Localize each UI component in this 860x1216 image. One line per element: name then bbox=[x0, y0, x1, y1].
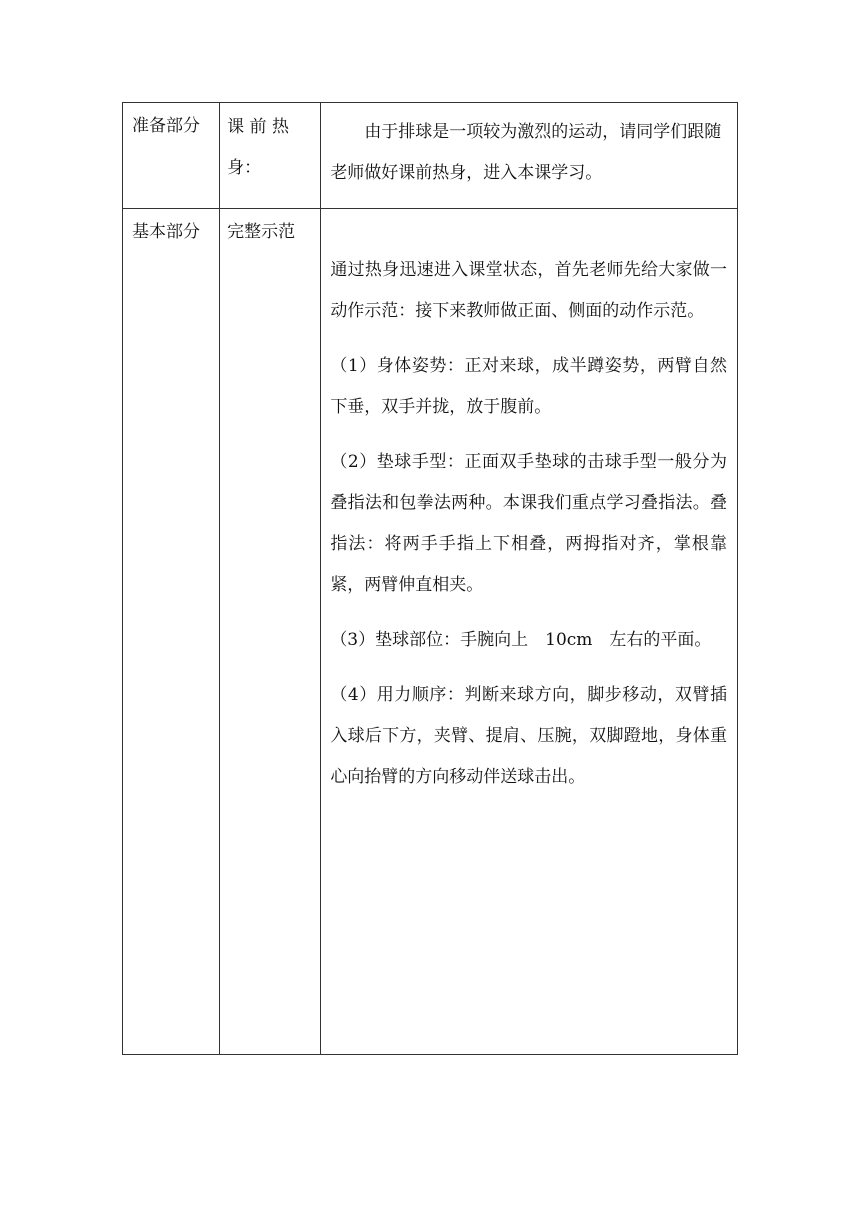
contact-area-paragraph: （3）垫球部位：手腕向上 10cm 左右的平面。 bbox=[330, 630, 712, 650]
item-label: 完整示范 bbox=[227, 222, 296, 242]
item-cell bbox=[220, 209, 321, 1055]
demo-content bbox=[321, 209, 737, 798]
item-label: 课 前 热 身： bbox=[227, 117, 289, 178]
hand-shape-paragraph: （2）垫球手型：正面双手垫球的击球手型一般分为叠指法和包拳法两种。本课我们重点学习叠指法。叠指法：将两手手指上下相叠，两拇指对齐，掌根靠紧，两臂伸直相夹。 bbox=[330, 452, 727, 595]
section-label: 基本部分 bbox=[132, 222, 200, 242]
content-cell bbox=[321, 209, 738, 1055]
section-cell bbox=[123, 103, 220, 209]
section-label: 准备部分 bbox=[132, 116, 200, 136]
warmup-text: 由于排球是一项较为激烈的运动，请同学们跟随老师做好课前热身，进入本课学习。 bbox=[330, 122, 722, 183]
posture-paragraph: （1）身体姿势：正对来球，成半蹲姿势，两臂自然下垂，双手并拢，放于腹前。 bbox=[330, 356, 727, 417]
force-order-paragraph: （4）用力顺序：判断来球方向，脚步移动，双臂插入球后下方，夹臂、提肩、压腕，双脚蹬地，身体重心向抬臂的方向移动伴送球击出。 bbox=[330, 685, 727, 787]
intro-paragraph: 通过热身迅速进入课堂状态，首先老师先给大家做一动作示范：接下来教师做正面、侧面的动作示范。 bbox=[330, 260, 727, 321]
section-cell bbox=[123, 209, 220, 1055]
content-cell bbox=[321, 103, 738, 209]
lesson-plan-table bbox=[122, 102, 738, 1055]
table-row bbox=[123, 103, 738, 209]
table-row bbox=[123, 209, 738, 1055]
item-cell bbox=[220, 103, 321, 209]
